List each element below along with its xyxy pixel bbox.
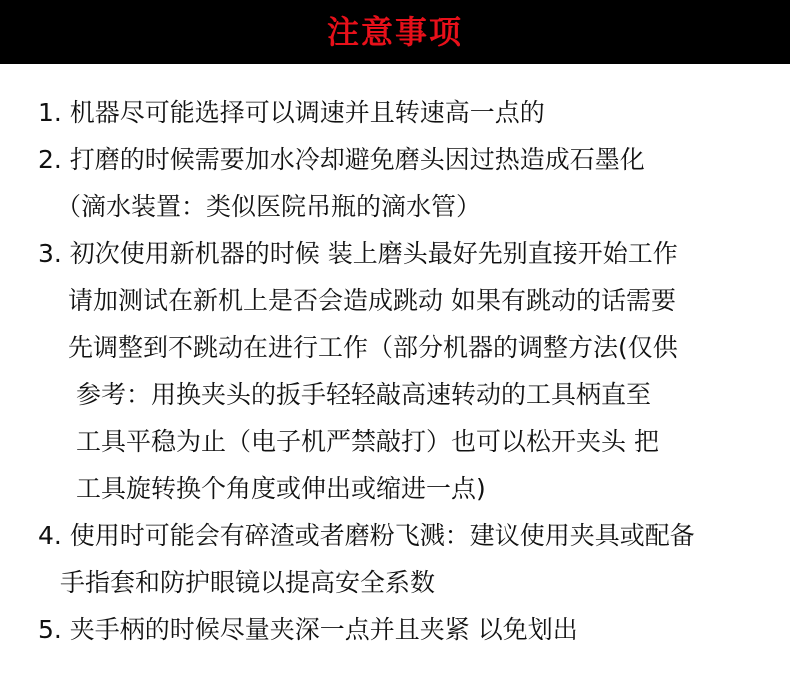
note-line-3-continued: 工具旋转换个角度或伸出或缩进一点) bbox=[76, 474, 486, 503]
note-line-4: 4. 使用时可能会有碎渣或者磨粉飞溅：建议使用夹具或配备 bbox=[38, 521, 695, 550]
title-banner bbox=[0, 0, 790, 64]
note-line-3: 3. 初次使用新机器的时候 装上磨头最好先别直接开始工作 bbox=[38, 239, 678, 268]
note-line-1: 1. 机器尽可能选择可以调速并且转速高一点的 bbox=[38, 98, 545, 127]
note-line-2-continued: （滴水装置：类似医院吊瓶的滴水管） bbox=[56, 192, 482, 221]
note-line-3-continued: 工具平稳为止（电子机严禁敲打）也可以松开夹头 把 bbox=[76, 427, 659, 456]
page-title: 注意事项 bbox=[326, 13, 463, 51]
note-line-3-continued: 先调整到不跳动在进行工作（部分机器的调整方法(仅供 bbox=[68, 333, 678, 362]
note-line-3-continued: 请加测试在新机上是否会造成跳动 如果有跳动的话需要 bbox=[68, 286, 676, 315]
note-line-2: 2. 打磨的时候需要加水冷却避免磨头因过热造成石墨化 bbox=[38, 145, 645, 174]
note-line-4-continued: 手指套和防护眼镜以提高安全系数 bbox=[60, 568, 436, 597]
note-line-5: 5. 夹手柄的时候尽量夹深一点并且夹紧 以免划出 bbox=[38, 615, 578, 644]
note-line-3-continued: 参考：用换夹头的扳手轻轻敲高速转动的工具柄直至 bbox=[76, 380, 652, 409]
